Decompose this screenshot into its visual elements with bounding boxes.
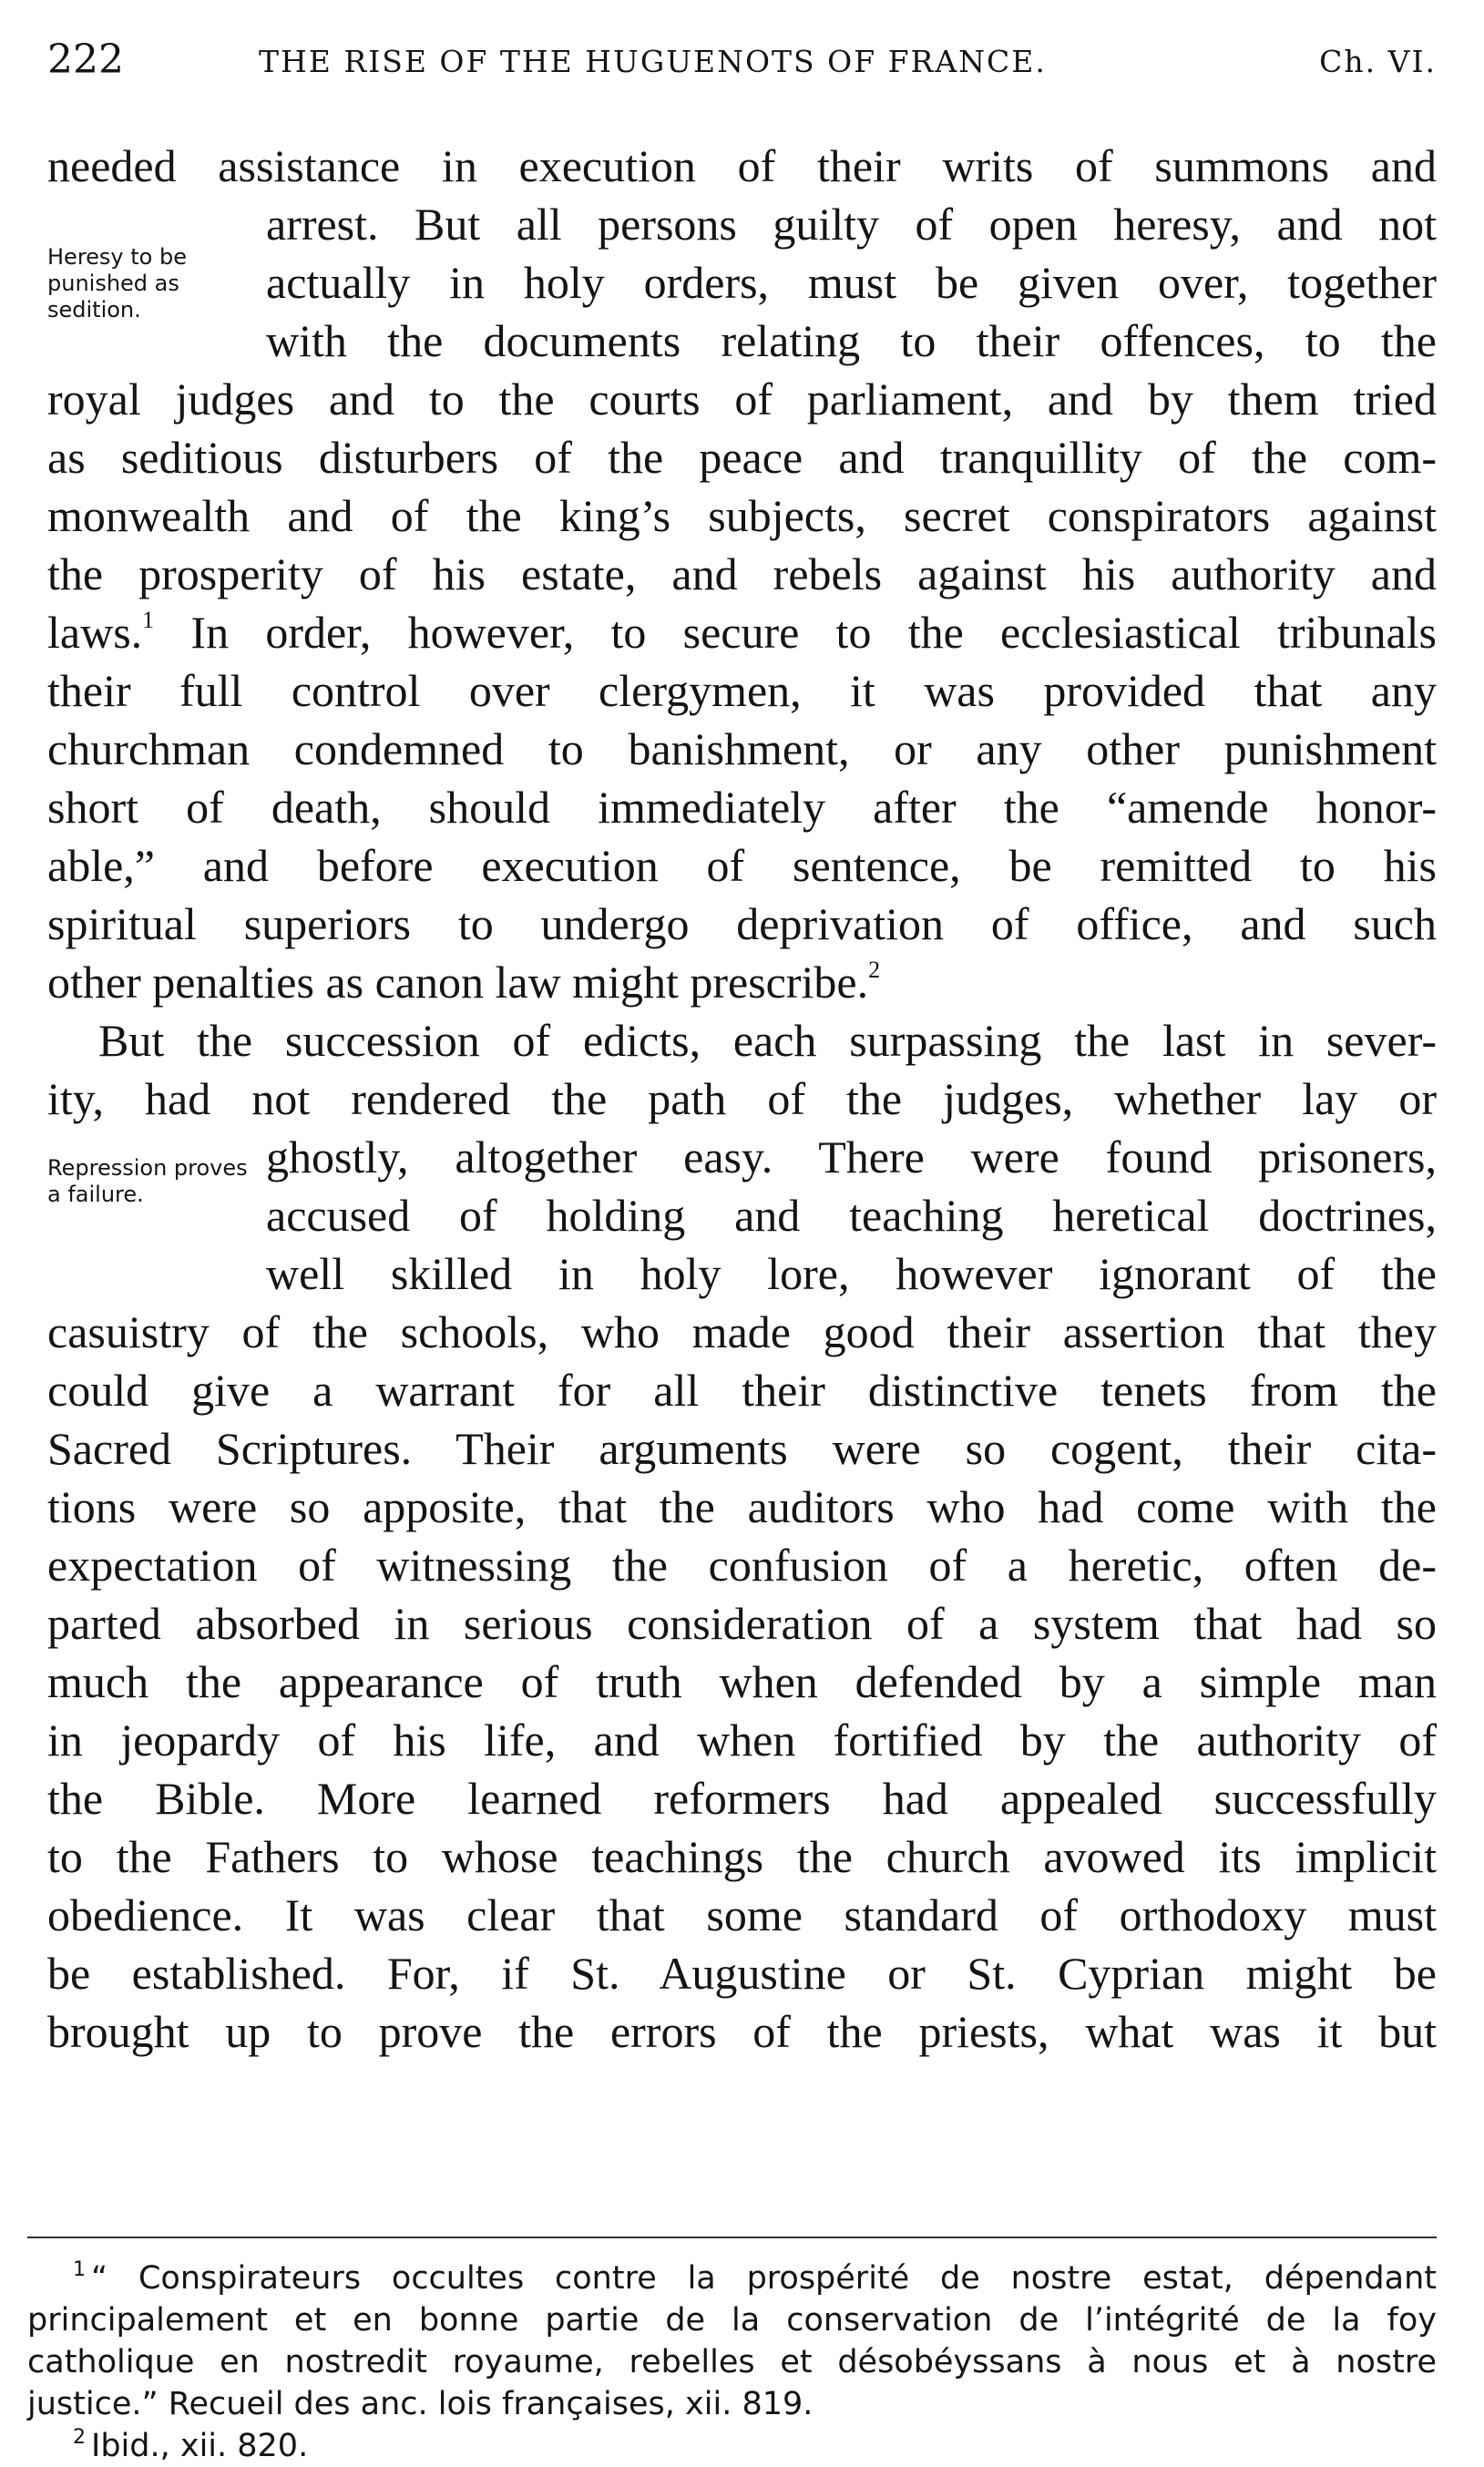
footnote-text: “ Conspirateurs occultes contre la prospérité de nostre estat, dépendant [91, 2260, 1437, 2297]
footnote-line: catholique en nostredit royaume, rebelles et désobéyssans à nous et à nostre [27, 2344, 1437, 2380]
body-line: brought up to prove the errors of the priests, what was it but [47, 2006, 1437, 2057]
margin-note-heresy: Heresy to be punished as sedition. [47, 244, 187, 322]
body-line: in jeopardy of his life, and when fortified by the authority of [47, 1715, 1437, 1766]
body-line: obedience. It was clear that some standard of orthodoxy must [47, 1889, 1437, 1940]
body-line: arrest. But all persons guilty of open heresy, and not [266, 199, 1437, 250]
body-line: to the Fathers to whose teachings the church avowed its implicit [47, 1831, 1437, 1882]
footnote-marker: 2 [73, 2426, 86, 2449]
footnote-marker: 1 [73, 2258, 86, 2281]
footnote-line [73, 2257, 1437, 2299]
body-line: monwealth and of the king’s subjects, secret conspirators against [47, 490, 1437, 541]
body-line-end: In order, however, to secure to the ecclesiastical tribunals [190, 607, 1437, 658]
running-title: THE RISE OF THE HUGUENOTS OF FRANCE. [259, 44, 1047, 79]
body-line: ghostly, altogether easy. There were found prisoners, [266, 1131, 1437, 1182]
page-header [47, 36, 1437, 91]
body-line: Sacred Scriptures. Their arguments were so cogent, their cita- [47, 1423, 1437, 1474]
footnote-line [73, 2425, 1437, 2467]
body-line: the prosperity of his estate, and rebels against his authority and [47, 548, 1437, 599]
footnote-text: Ibid., xii. 820. [91, 2428, 309, 2464]
body-line: the Bible. More learned reformers had appealed successfully [47, 1773, 1437, 1824]
body-line [47, 603, 1437, 661]
footnote-line: justice.” Recueil des anc. lois françaises, xii. 819. [27, 2386, 814, 2422]
body-line: able,” and before execution of sentence, be remitted to his [47, 840, 1437, 891]
body-line: spiritual superiors to undergo deprivation of office, and such [47, 898, 1437, 949]
body-line: their full control over clergymen, it was provided that any [47, 665, 1437, 716]
body-line: could give a warrant for all their distinctive tenets from the [47, 1365, 1437, 1416]
footnote-ref: 1 [142, 607, 155, 633]
body-line: royal judges and to the courts of parliament, and by them tried [47, 374, 1437, 425]
page-number: 222 [47, 36, 124, 83]
body-line: churchman condemned to banishment, or any other punishment [47, 723, 1437, 774]
margin-note-repression: Repression proves a failure. [47, 1155, 248, 1207]
body-line: well skilled in holy lore, however ignorant of the [266, 1248, 1437, 1299]
body-line: tions were so apposite, that the auditors who had come with the [47, 1481, 1437, 1532]
body-line: casuistry of the schools, who made good their assertion that they [47, 1306, 1437, 1357]
body-line: ity, had not rendered the path of the judges, whether lay or [47, 1073, 1437, 1124]
body-line: short of death, should immediately after the “amende honor- [47, 782, 1437, 833]
body-line: But the succession of edicts, each surpassing the last in sever- [98, 1015, 1437, 1066]
body-line: much the appearance of truth when defended by a simple man [47, 1656, 1437, 1707]
body-line: be established. For, if St. Augustine or St. Cyprian might be [47, 1948, 1437, 1999]
footnote-line: principalement et en bonne partie de la conservation de l’intégrité de la foy [27, 2302, 1437, 2339]
body-line-start: laws. [47, 607, 143, 658]
body-line: as seditious disturbers of the peace and tranquillity of the com- [47, 432, 1437, 483]
body-line: parted absorbed in serious consideration of a system that had so [47, 1598, 1437, 1649]
body-line: expectation of witnessing the confusion of a heretic, often de- [47, 1540, 1437, 1591]
body-line: actually in holy orders, must be given over, together [266, 257, 1437, 308]
body-line-start: other penalties as canon law might prescribe. [47, 957, 869, 1008]
body-line [47, 953, 1437, 1011]
footnote-divider [27, 2237, 1437, 2238]
footnote-ref: 2 [868, 957, 881, 983]
body-line: needed assistance in execution of their writs of summons and [47, 140, 1437, 191]
chapter-label: Ch. VI. [1319, 44, 1437, 79]
body-line: accused of holding and teaching heretical doctrines, [266, 1190, 1437, 1241]
body-line: with the documents relating to their offences, to the [266, 315, 1437, 366]
